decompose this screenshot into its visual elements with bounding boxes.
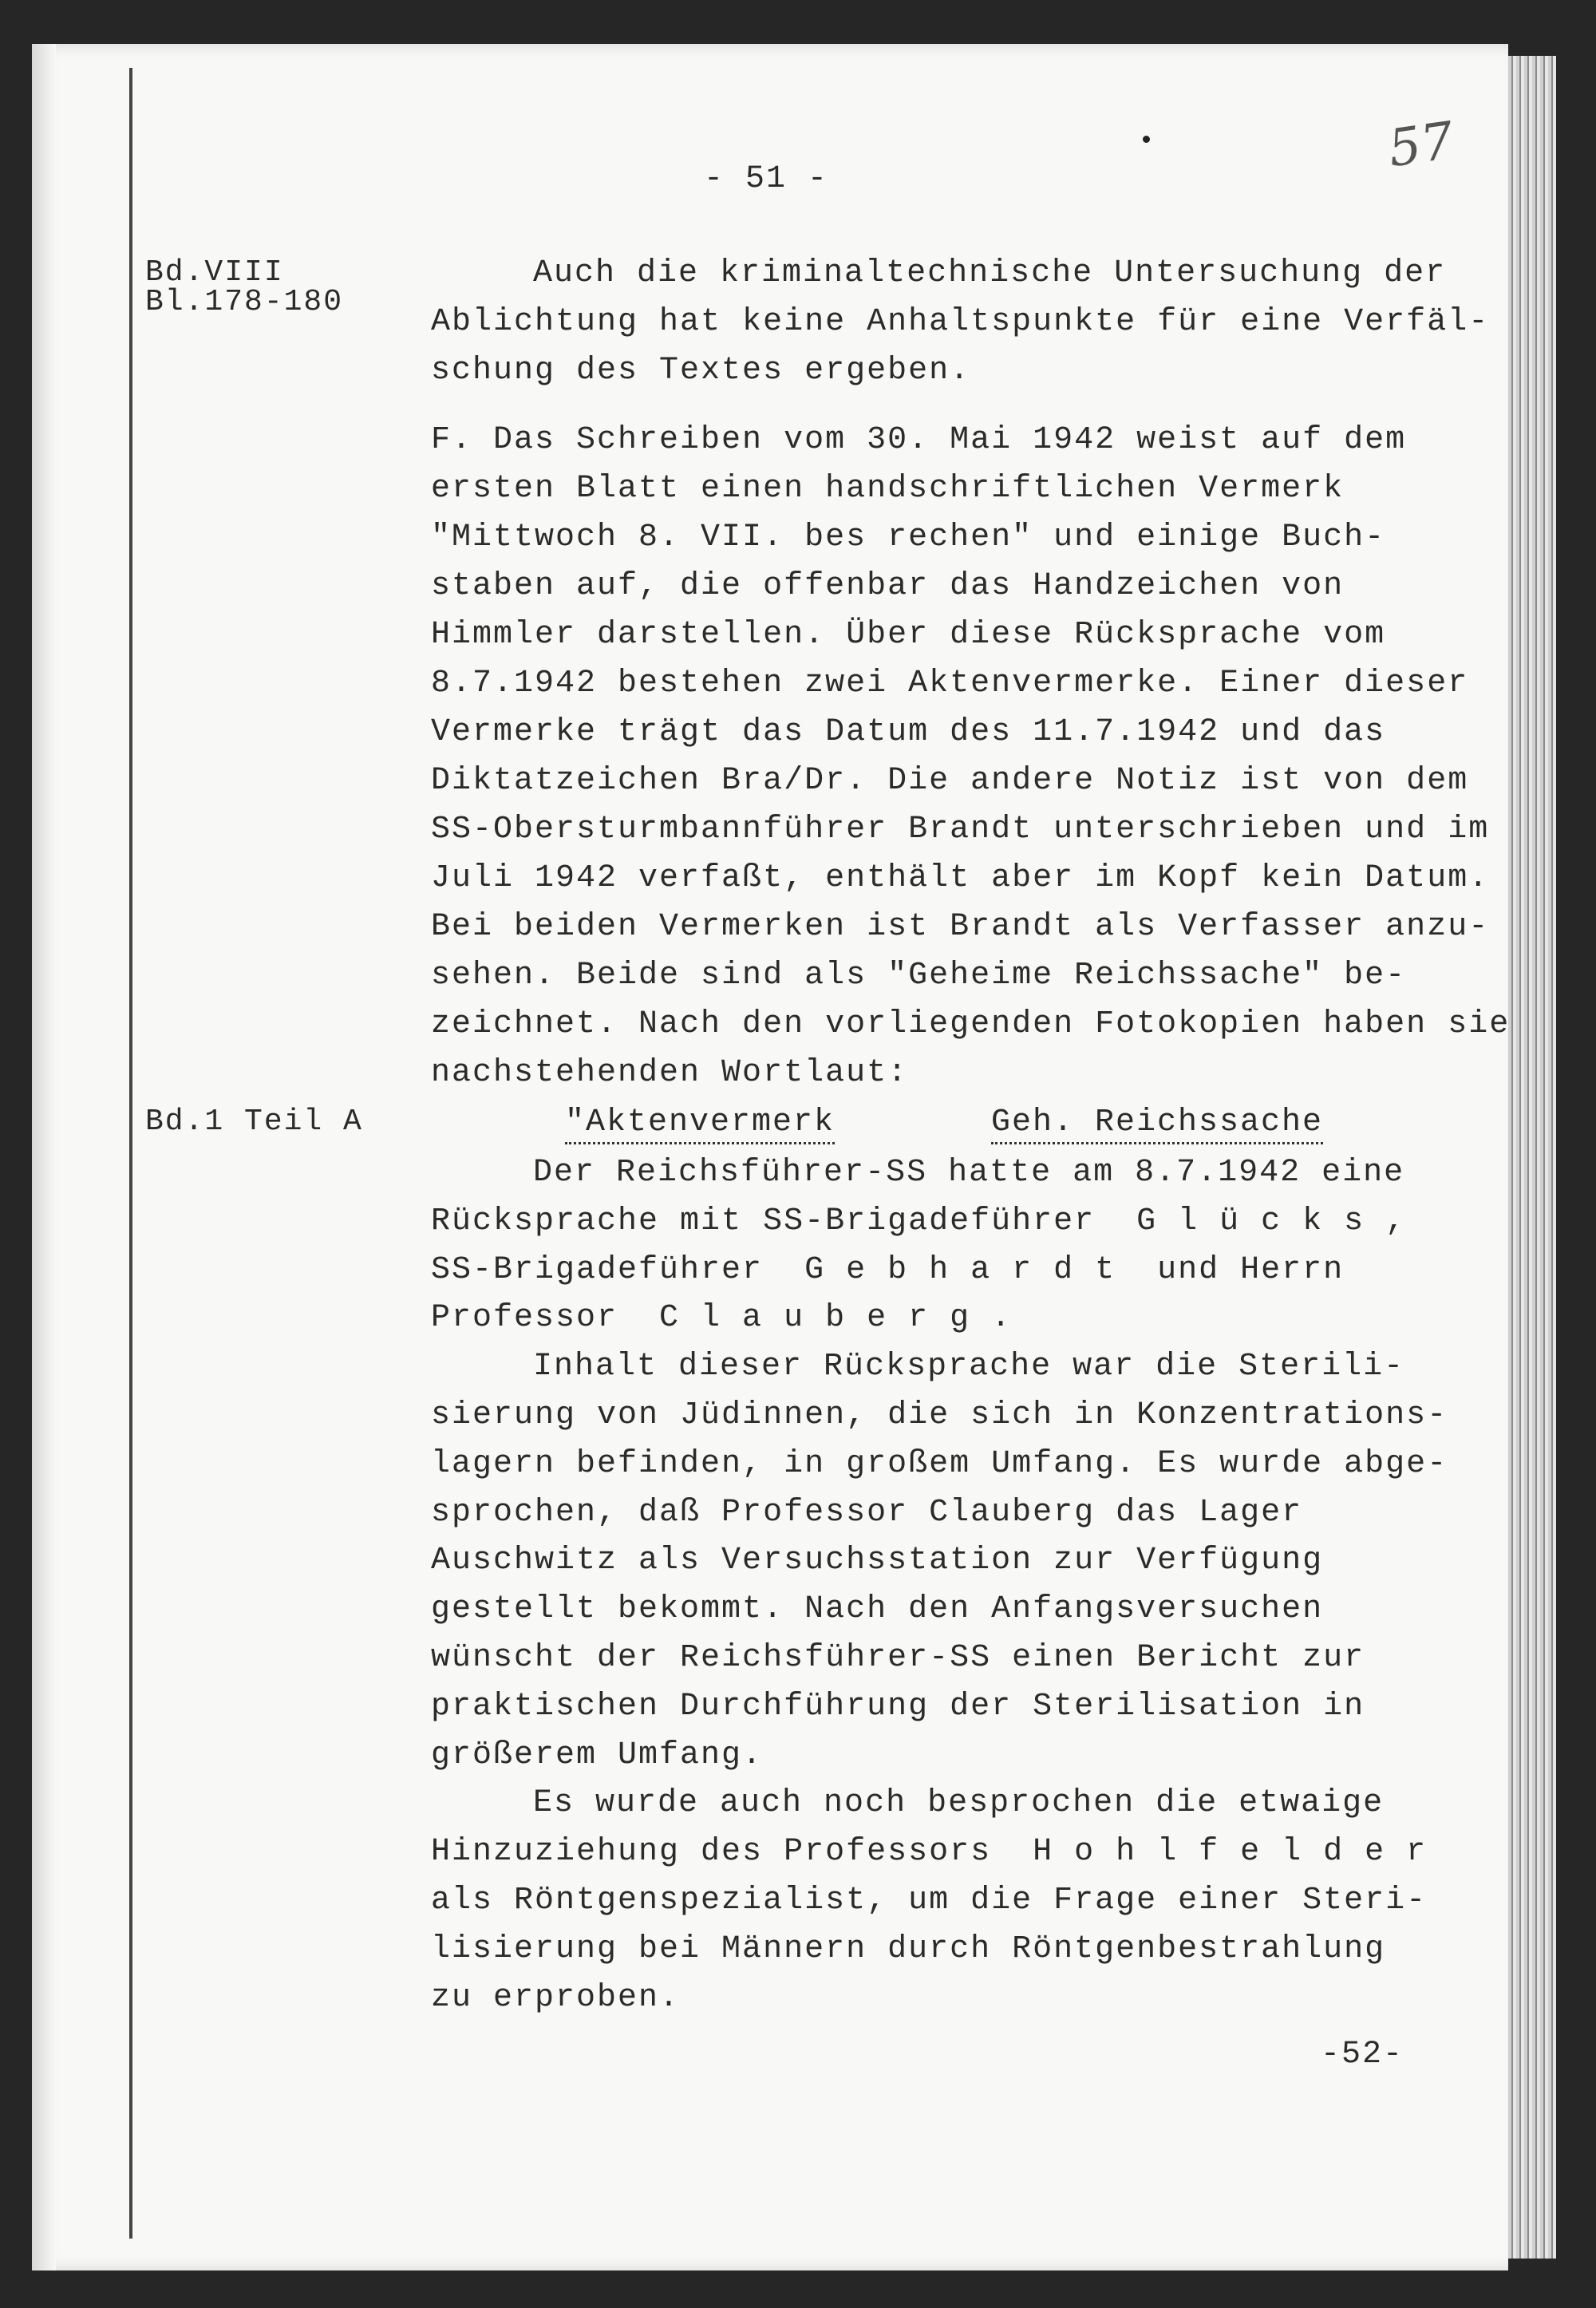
body-line: Diktatzeichen Bra/Dr. Die andere Notiz ist von dem	[431, 763, 1469, 799]
memo-title: "Aktenvermerk	[565, 1107, 835, 1144]
handwritten-folio-number: 57	[1385, 111, 1458, 180]
margin-note-reference: Bd.1 Teil A	[145, 1105, 363, 1139]
document-page	[32, 44, 1511, 2270]
body-line: ersten Blatt einen handschriftlichen Vermerk	[431, 471, 1345, 507]
memo-line: Es wurde auch noch besprochen die etwaige	[533, 1785, 1385, 1822]
continuation-marker: -52-	[1321, 2037, 1404, 2073]
binding-line	[129, 68, 132, 2239]
body-line: "Mittwoch 8. VII. bes rechen" und einige Buch-	[431, 520, 1386, 555]
page-stack-edges	[1500, 56, 1556, 2259]
memo-line: zu erproben.	[431, 1979, 681, 2016]
body-line: staben auf, die offenbar das Handzeichen von	[431, 568, 1345, 604]
memo-line: größerem Umfang.	[431, 1737, 764, 1773]
margin-note-pages: Bl.178-180	[145, 285, 344, 319]
body-line: SS-Obersturmbannführer Brandt unterschrieben und im	[431, 812, 1490, 848]
memo-line: Auschwitz als Versuchsstation zur Verfügung	[431, 1543, 1324, 1579]
body-line: sehen. Beide sind als "Geheime Reichssache" be-	[431, 958, 1407, 994]
memo-line: wünscht der Reichsführer-SS einen Bericht zur	[431, 1640, 1365, 1676]
body-line: schung des Textes ergeben.	[431, 353, 971, 389]
body-line: Auch die kriminaltechnische Untersuchung der	[533, 255, 1447, 291]
margin-note-volume: Bd.VIII	[145, 255, 284, 290]
memo-line: gestellt bekommt. Nach den Anfangsversuchen	[431, 1591, 1324, 1628]
punch-dot	[1143, 136, 1150, 143]
body-line: F. Das Schreiben vom 30. Mai 1942 weist auf dem	[431, 422, 1407, 458]
body-line: Juli 1942 verfaßt, enthält aber im Kopf kein Datum.	[431, 860, 1490, 896]
memo-line: Hinzuziehung des Professors H o h l f e l d e r	[431, 1834, 1428, 1871]
body-line: Bei beiden Vermerken ist Brandt als Verfasser anzu-	[431, 909, 1490, 945]
memo-line: SS-Brigadeführer G e b h a r d t und Herrn	[431, 1251, 1345, 1288]
body-line: zeichnet. Nach den vorliegenden Fotokopien haben sie	[431, 1006, 1511, 1042]
body-line: Ablichtung hat keine Anhaltspunkte für eine Verfäl-	[431, 304, 1490, 340]
memo-line: als Röntgenspezialist, um die Frage einer Steri-	[431, 1883, 1428, 1919]
memo-line: Professor C l a u b e r g .	[431, 1300, 1013, 1337]
memo-classification: Geh. Reichssache	[991, 1107, 1323, 1144]
memo-line: Der Reichsführer-SS hatte am 8.7.1942 eine	[533, 1155, 1405, 1191]
memo-line: Inhalt dieser Rücksprache war die Sterili-	[533, 1349, 1405, 1385]
memo-line: lisierung bei Männern durch Röntgenbestrahlung	[431, 1931, 1386, 1967]
memo-line: sierung von Jüdinnen, die sich in Konzentrations-	[431, 1397, 1448, 1433]
body-line: 8.7.1942 bestehen zwei Aktenvermerke. Einer dieser	[431, 666, 1469, 701]
body-line: Himmler darstellen. Über diese Rücksprache vom	[431, 617, 1386, 653]
body-line: Vermerke trägt das Datum des 11.7.1942 und das	[431, 714, 1386, 750]
page-gutter-shadow	[32, 44, 56, 2270]
memo-line: sprochen, daß Professor Clauberg das Lager	[431, 1494, 1303, 1531]
body-line: nachstehenden Wortlaut:	[431, 1055, 909, 1091]
memo-line: praktischen Durchführung der Sterilisation in	[431, 1688, 1365, 1725]
page-number: - 51 -	[704, 161, 829, 197]
memo-line: Rücksprache mit SS-Brigadeführer G l ü c k s ,	[431, 1203, 1407, 1239]
memo-line: lagern befinden, in großem Umfang. Es wurde abge-	[431, 1445, 1448, 1482]
